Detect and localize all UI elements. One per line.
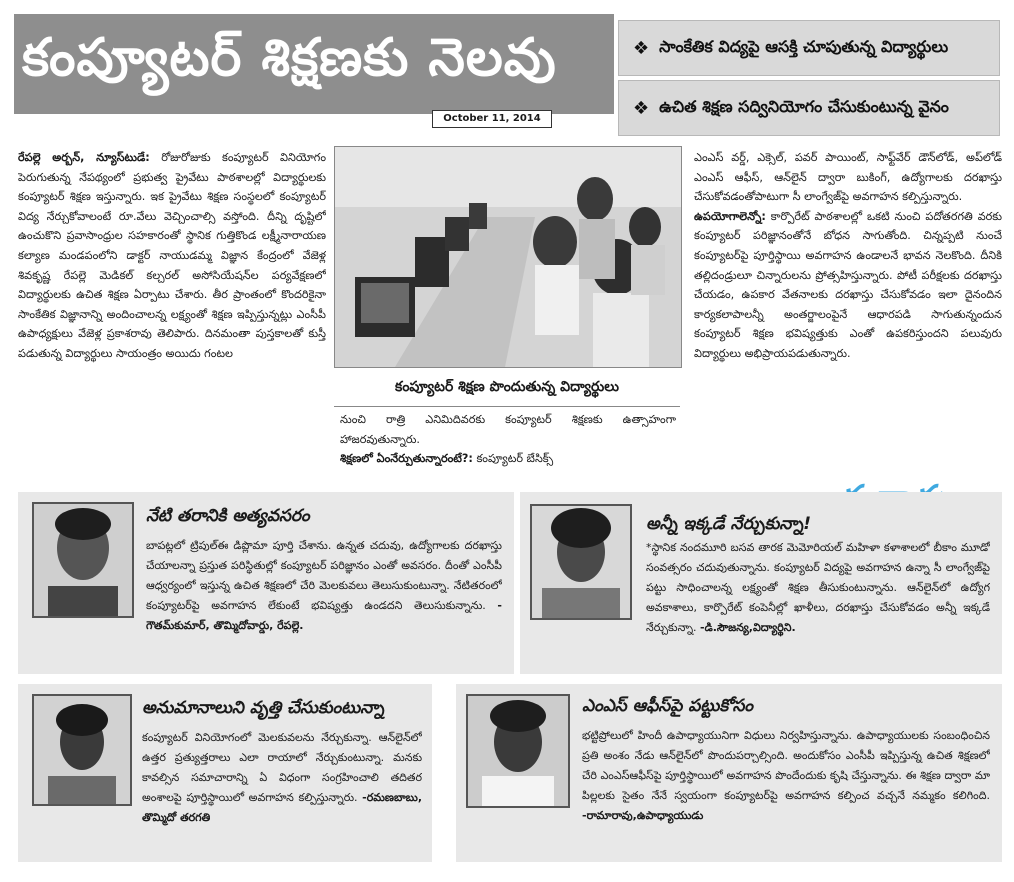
quote-box-1-title: నేటి తరానికి అత్యవసరం [146,506,310,526]
photo-caption: కంప్యూటర్‌ శిక్షణ పొందుతున్న విద్యార్థులు [334,368,680,407]
portrait-photo [530,504,632,620]
section-lead-uses: ఉపయోగాలెన్నో: [694,209,766,223]
article-column-2 [340,410,676,472]
quote-box-1-body: బాపట్లలో ట్రిపుల్‌ఈ డిప్లొమా పూర్తి చేశాను. ఉన్నత చదువు, ఉద్యోగాలకు దరఖాస్తు చేయాలన్నా ప్రస్తుత పరిస్థితుల్లో కంప్యూటర్‌ పరిజ్ఞానం ఎంతో అవసరం. దీంతో ఎంసీపీ ఆధ్వర్యంలో ఇస్తున్న ఉచిత శిక్షణలో చేరి మెలకువలు తెలుసుకుంటున్నా. నేటితరంలో కంప్యూటర్‌పై అవగాహన లేకుంటే భవిష్యత్తు ఉండదని తెలుసుకున్నాను. [146,539,502,612]
article-column-3 [694,148,1002,470]
page-title: కంప్యూటర్ శిక్షణకు నెలవు [22,27,557,88]
section-lead-what-taught: శిక్షణలో ఏంనేర్పుతున్నారంటే?: [340,452,473,466]
person-photo-icon [34,504,132,616]
students-at-computers-image [335,147,681,367]
article-col2-text: నుంచి రాత్రి ఎనిమిదివరకు కంప్యూటర్‌ శిక్షణకు ఉత్సాహంగా హాజరవుతున్నారు. [340,413,676,446]
subheading-1-text: సాంకేతిక విద్యపై ఆసక్తి చూపుతున్న విద్యార్థులు [659,36,949,56]
diamond-bullet-icon: ❖ [633,97,650,119]
quote-box-2 [520,492,1002,674]
quote-box-4-signature: -రామారావు,ఉపాధ్యాయుడు [582,809,704,822]
quote-box-1-text [146,536,502,656]
quote-box-2-text [646,538,990,662]
person-photo-icon [34,696,130,804]
quote-box-4-title: ఎంఎస్‌ ఆఫీస్‌పై పట్టుకోసం [582,696,754,716]
article-col2-tail: కంప్యూటర్‌ బేసిక్స్‌ [476,452,554,466]
person-photo-icon [468,696,568,806]
portrait-photo [466,694,570,808]
quote-box-2-body: *స్థానిక నందమూరి బసవ తారక మెమోరియల్‌ మహిళా కళాశాలలో బీకాం మూడో సంవత్సరం చదువుతున్నాను. కంప్యూటర్‌ విద్యపై అవగాహన ఉన్నా సీ లాంగ్వేజ్‌పై పట్టు సాధించాలన్న లక్ష్యంతో శిక్షణ తీసుకుంటున్నాను. ఆన్‌లైన్‌లో ఉద్యోగ అవకాశాలు, కార్పొరేట్‌ కంపెనీల్లో ఖాళీలు, దరఖాస్తు చేసుకోవడం అన్నీ ఇక్కడే నేర్చుకున్నా. [646,541,990,634]
quote-box-4 [456,684,1002,862]
byline: రేపల్లె అర్బన్‌, న్యూస్‌టుడే: [18,151,150,164]
quote-box-3-text [142,728,422,852]
quote-box-2-signature: -డి.సౌజన్య,విద్యార్థిని. [700,621,796,634]
portrait-photo [32,694,132,806]
quote-box-1-signature: - గౌతమ్‌కుమార్‌, తొమ్మిదోవార్డు, రేపల్లె. [146,599,502,632]
classroom-photo [334,146,682,368]
quote-box-3 [18,684,432,862]
quote-box-3-body: కంప్యూటర్‌ వినియోగంలో మెలకువలను నేర్చుకున్నా. ఆన్‌లైన్‌లో ఉత్తర ప్రత్యుత్తరాలు ఎలా రాయాలో నేర్చుకుంటున్నా. మనకు కావల్సిన సమాచారాన్ని ఏ విధంగా సంగ్రహించాలి తదితర అంశాలపై పూర్తిస్థాయిలో అవగాహన కల్పిస్తున్నారు. [142,731,422,804]
publication-date: October 11, 2014 [432,110,552,128]
quote-box-2-title: అన్నీ ఇక్కడే నేర్చుకున్నా! [646,514,811,534]
person-photo-icon [532,506,630,618]
article-col3b-text: కార్పొరేట్‌ పాఠశాలల్లో ఒకటి నుంచి పదోతరగతి వరకు కంప్యూటర్‌ పరిజ్ఞానంతోనే బోధన సాగుతోంది. చిన్నప్పటి నుంచే కంప్యూటర్‌పై పూర్తిస్థాయి అవగాహన ఉండాలనే భావన నెలకొంది. దీనికి తల్లిదండ్రులూ చిన్నారులను ప్రోత్సహిస్తున్నారు. పోటీ పరీక్షలకు దరఖాస్తు చేయడం, ఉపకార వేతనాలకు దరఖాస్తు చేసుకోవడం ఇలా దైనందిన కార్యకలాపాలన్నీ అంతర్జాలంపైనే ఆధారపడి సాగుతున్నందున కంప్యూటర్‌ శిక్షణ భవిష్యత్తుకు ఎంతో ఉపకరిస్తుందని పలువురు విద్యార్థులు అభిప్రాయపడుతున్నారు. [694,209,1002,360]
quote-box-3-title: అనుమానాలుని వృత్తి చేసుకుంటున్నా [142,698,385,718]
article-col3a-text: ఎంఎస్‌ వర్డ్‌, ఎక్సెల్‌, పవర్‌ పాయింట్‌, సాఫ్ట్‌వేర్‌ డౌన్‌లోడ్‌, అప్‌లోడ్‌ ఎంఎస్‌ ఆఫీస్‌, ఆన్‌లైన్‌ ద్వారా బుకింగ్‌, ఉద్యోగాలకు దరఖాస్తు చేసుకోవడంతోపాటుగా సీ లాంగ్వేజ్‌పై అవగాహన కల్పిస్తున్నారు. [694,151,1002,204]
quote-box-4-text [582,726,990,852]
portrait-photo [32,502,134,618]
quote-box-3-signature: -రమణబాబు, తొమ్మిదో తరగతి [142,791,422,824]
subheading-1 [618,20,1000,76]
article-col1-text: రోజురోజుకు కంప్యూటర్‌ వినియోగం పెరుగుతున్న నేపథ్యంలో ప్రభుత్వ ప్రైవేటు పాఠశాలల్లో విద్యార్థులకు కంప్యూటర్‌ శిక్షణ ఇస్తున్నారు. ఇక ప్రైవేటు శిక్షణ సంస్థలలో కంప్యూటర్‌ విద్య నేర్చుకోవాలంటే రూ.వేలు వెచ్చించాల్సి వస్తోంది. దీన్ని దృష్టిలో ఉంచుకొని ప్రవాసాంధ్రుల సహకారంతో స్థానిక గుత్తికొండ లక్ష్మీనారాయణ కల్యాణ మండపంలోని డాక్టర్‌ నాయుడమ్మ విజ్ఞాన కేంద్రంలో వేజెళ్ల శివకృష్ణ రేపల్లె మెడికల్‌ కల్చరల్‌ అసోసియేషన్‌ల పర్యవేక్షణలో విద్యార్థులకు ఉచిత శిక్షణ ఏర్పాటు చేశారు. తీర ప్రాంతంలో కొందరికైనా సాంకేతిక విజ్ఞానాన్ని అందించాలన్న లక్ష్యంతో శిక్షణ ఇప్పిస్తున్నట్లు ఎంసీపీ ఉపాధ్యక్షులు వేజెళ్ల ప్రకాశరావు తెలిపారు. దినమంతా పుస్తకాలతో కుస్తీ పడుతున్న విద్యార్థులు సాయంత్రం అయిదు గంటల [18,151,326,360]
subheading-2 [618,80,1000,136]
diamond-bullet-icon: ❖ [633,37,650,59]
article-column-1 [18,148,326,470]
quote-box-4-body: భట్టిప్రోలులో హిందీ ఉపాధ్యాయునిగా విధులు నిర్వహిస్తున్నాను. ఉపాధ్యాయులకు సంబంధించిన ప్రతి అంశం నేడు ఆన్‌లైన్‌లో పొందుపర్చాల్సింది. అందుకోసం ఎంసీపీ ఇప్పిస్తున్న ఉచిత శిక్షణలో చేరి ఎంఎస్‌ఆఫీస్‌పై పూర్తిస్థాయిలో అవగాహన పొందేందుకు కృషి చేస్తున్నాను. ఈ శిక్షణ ద్వారా మా పిల్లలకు సైతం నేనే స్వయంగా కంప్యూటర్‌పై అవగాహన కల్పించ వచ్చనే నమ్మకం కలిగింది. [582,729,990,802]
quote-box-1 [18,492,514,674]
subheading-2-text: ఉచిత శిక్షణ సద్వినియోగం చేసుకుంటున్న వైనం [659,96,949,116]
